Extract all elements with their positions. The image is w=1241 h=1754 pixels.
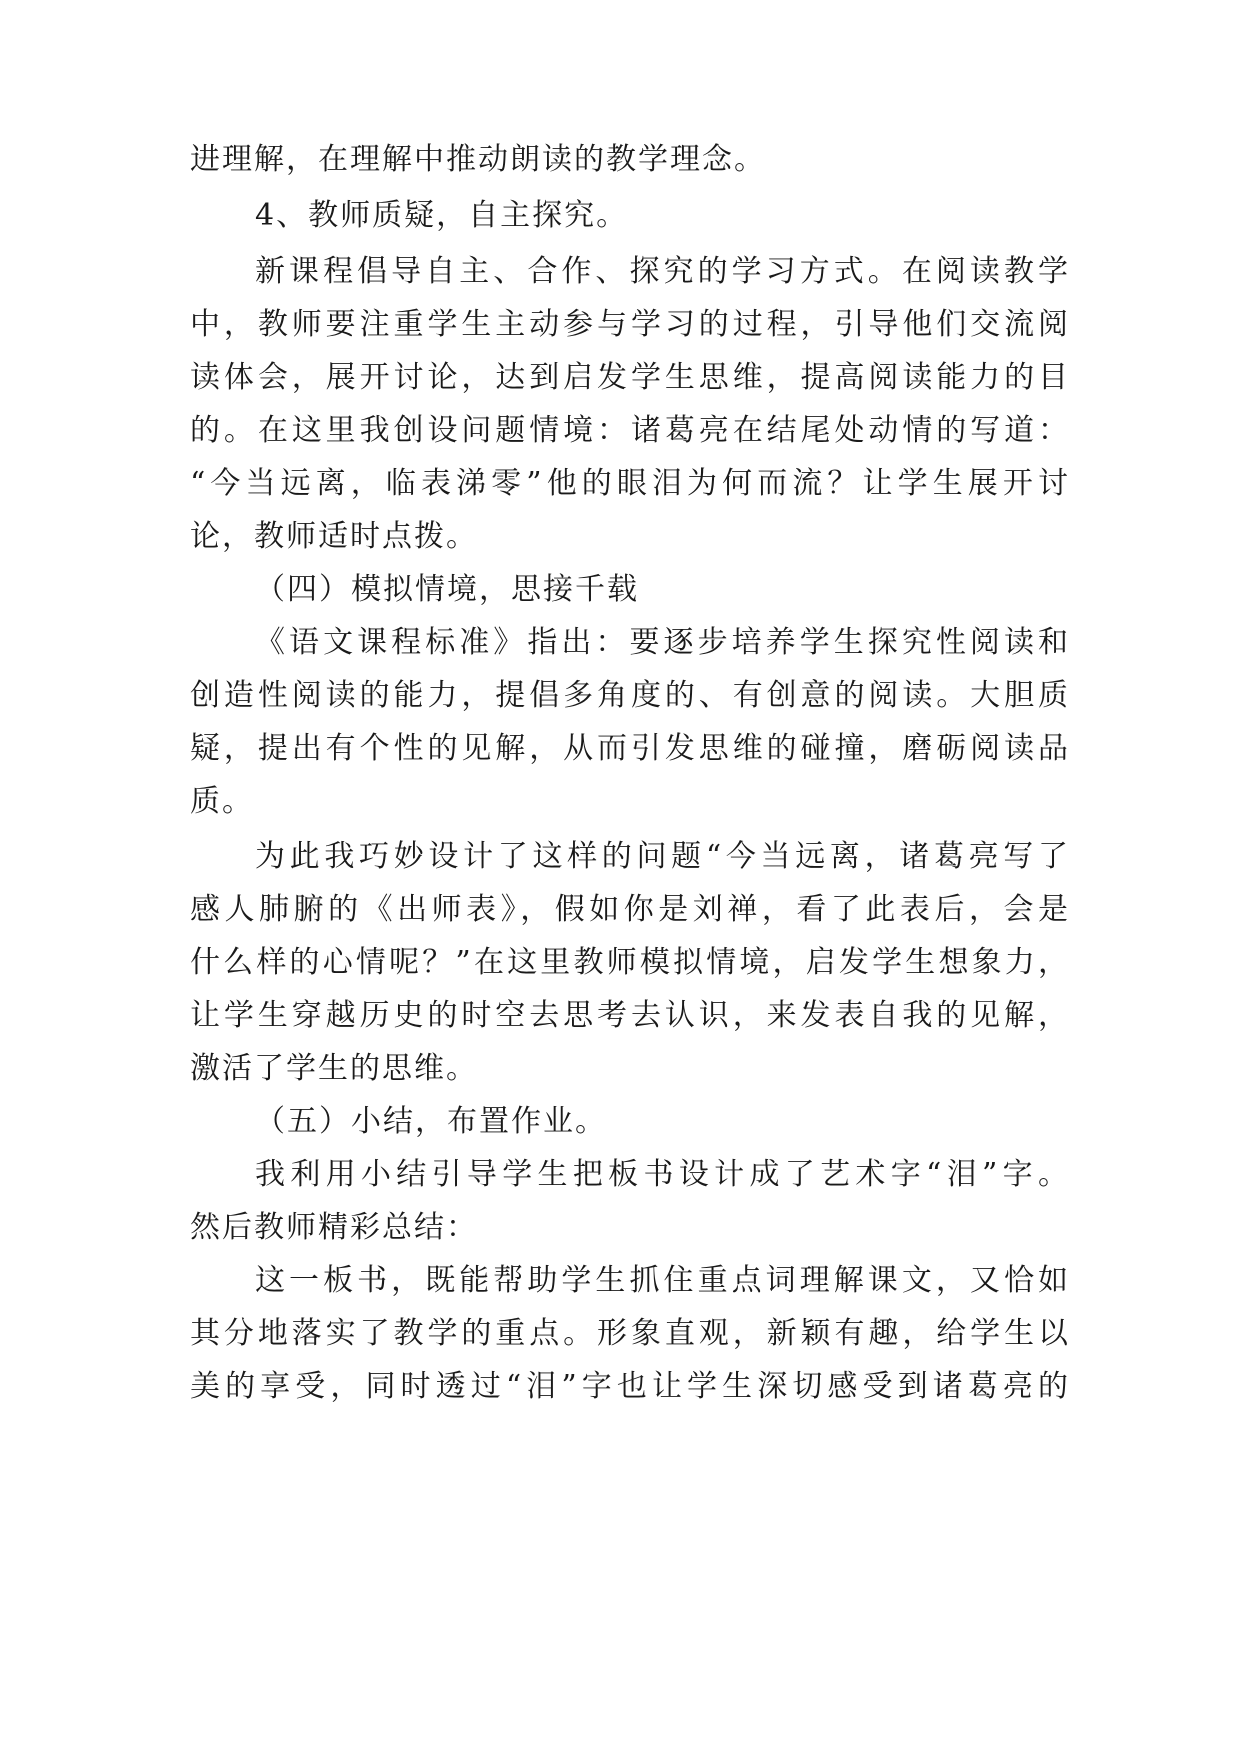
text-line: 《语文课程标准》指出：要逐步培养学生探究性阅读和 — [255, 625, 1070, 660]
text-line: 中，教师要注重学生主动参与学习的过程，引导他们交流阅 — [190, 307, 1070, 342]
text-line: 疑，提出有个性的见解，从而引发思维的碰撞，磨砺阅读品 — [190, 731, 1070, 766]
text-line: 创造性阅读的能力，提倡多角度的、有创意的阅读。大胆质 — [190, 678, 1070, 713]
text-line: 质。 — [190, 784, 254, 819]
text-line: 新课程倡导自主、合作、探究的学习方式。在阅读教学 — [255, 254, 1070, 289]
text-line: 感人肺腑的《出师表》，假如你是刘禅，看了此表后，会是 — [190, 892, 1070, 927]
text-line: 这一板书，既能帮助学生抓住重点词理解课文，又恰如 — [255, 1263, 1070, 1298]
text-line: 为此我巧妙设计了这样的问题“今当远离，诸葛亮写了 — [255, 839, 1070, 874]
text-line: 论，教师适时点拨。 — [190, 519, 478, 554]
text-line: 其分地落实了教学的重点。形象直观，新颖有趣，给学生以 — [190, 1316, 1070, 1351]
text-line: 美的享受，同时透过“泪”字也让学生深切感受到诸葛亮的 — [190, 1369, 1070, 1404]
text-line: “今当远离，临表涕零”他的眼泪为何而流？让学生展开讨 — [190, 466, 1070, 501]
section-heading: 4、教师质疑，自主探究。 — [255, 198, 629, 233]
text-line: 什么样的心情呢？”在这里教师模拟情境，启发学生想象力， — [190, 945, 1070, 980]
text-line: 进理解，在理解中推动朗读的教学理念。 — [190, 142, 766, 177]
text-line: 的。在这里我创设问题情境：诸葛亮在结尾处动情的写道： — [190, 413, 1070, 448]
text-line: 读体会，展开讨论，达到启发学生思维，提高阅读能力的目 — [190, 360, 1070, 395]
section-heading: （五）小结，布置作业。 — [255, 1104, 607, 1139]
text-line: 激活了学生的思维。 — [190, 1051, 478, 1086]
text-line: 让学生穿越历史的时空去思考去认识，来发表自我的见解， — [190, 998, 1070, 1033]
section-heading: （四）模拟情境，思接千载 — [255, 572, 639, 607]
text-line: 我利用小结引导学生把板书设计成了艺术字“泪”字。 — [255, 1157, 1070, 1192]
text-line: 然后教师精彩总结： — [190, 1210, 478, 1245]
